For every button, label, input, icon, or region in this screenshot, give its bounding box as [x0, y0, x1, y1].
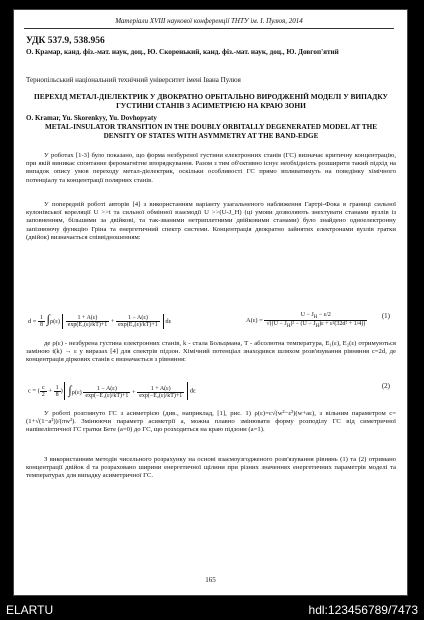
authors-en: O. Kramar, Yu. Skorenkyy, Yu. Dovhopyaty — [26, 114, 157, 122]
paragraph-intro: У роботах [1-3] було показано, що форма незбуреної густини електронних станів (ГС) визначає критичну концентрацію, при якій виникає спонтанне феромагнітне впорядкування. Разом з тим об'єктивно існує необхідність розширити такий підхід на випадок опису умов переходу метал-діелектрик, оскільки особливості ГС прямо впливатимуть на поведінку хімічного потенціалу та концентрації полярних станів. — [26, 152, 396, 184]
equation-1: d = $\frac{1}{8}$ ∫ρ(ε) $\frac{1 + A(\varepsilon)}{\text{exp(E₁(ε)/kT)+1}}$ + $\frac{1 - A(\varepsilon)}{\text{exp(E₂(ε)/kT)+1}}$ dε A(ε) = $\frac{U - J_H - \varepsilon/2}{√((U - J_H)^2 - (U - J_H)\varepsilon + \varepsilon^2(32d^2 + 1/4))}$ (1) — [28, 312, 390, 330]
paragraph-results: З використанням методів чисельного розрахунку на основі взаємоузгодженого розв'язування рівнянь (1) та (2) отримано концентрації двійок d та розраховано ширини енергетичної щілини при різних значеннях енергетичних параметрів моделі та температурах для випадку асиметричної ГС. — [26, 456, 396, 480]
footer-bar — [0, 600, 424, 620]
document-page — [14, 10, 407, 595]
page-number: 165 — [205, 576, 216, 584]
udc-code: УДК 537.9, 538.956 — [26, 36, 105, 46]
authors-ua: О. Крамар, канд. фіз.-мат. наук, доц., Ю. Скоренький, канд. фіз.-мат. наук, доц., Ю. Довгоп'ятий — [26, 48, 339, 56]
repository-name: ELARTU — [6, 603, 54, 617]
equation-1-number: (1) — [381, 312, 390, 320]
title-en: METAL-INSULATOR TRANSITION IN THE DOUBLY ORBITALLY DEGENERATED MODEL AT THE DENSITY OF STATES WITH ASYMMETRY AT THE BAND-EDGE — [44, 123, 378, 140]
paragraph-method: У попередній роботі авторів [4] з використанням варіанту узагальненого наближення Гартрі-Фока в границі сильної кулонівської кореляції U >>t та сильної обмінної взаємодії U >>(U-J_H) (ці умови дозволяють знехтувати станами вузлів із заповненням, більшими за двійкові, та так-званими нетриплетними двійковими станами) було знайдено одноелектронну запізнюючу функцію Гріна та енергетичний спектр системи. Концентрація двократно зайнятих електронами вузлів гратки (двійок) визначається співвідношенням: — [26, 201, 396, 241]
paragraph-asymmetry: У роботі розглянуто ГС з асиметрією (див., наприклад, [1], рис. 1) ρ(ε)=c√(w²−ε²)(w+aε), з вільним параметром c=(1+√(1−a²))/(πw²). Змінюючи параметр асиметрії a, можна плавно змінювати форму розподілу ГС від симетричної напівеліптичної ГС гратки Бете (a=0) до ГС, що розходиться на краю підзони (a=1). — [26, 410, 396, 434]
paragraph-definitions: де ρ(ε) - незбурена густина електронних станів, k - стала Больцмана, T - абсолютна температура, E₁(ε), E₂(ε) отримуються заміною t(k) → ε у виразах [4] для спектрів підзон. Хімічний потенціал знаходився шляхом розв'язування рівняння c=2d, де концентрація діркових станів c визначається з рівняння: — [26, 340, 396, 364]
handle-id: hdl:123456789/7473 — [308, 603, 418, 617]
title-ua: ПЕРЕХІД МЕТАЛ-ДІЕЛЕКТРИК У ДВОКРАТНО ОРБІТАЛЬНО ВИРОДЖЕНІЙ МОДЕЛІ У ВИПАДКУ ГУСТИНИ СТАНІВ З АСИМЕТРІЄЮ НА КРАЮ ЗОНИ — [34, 92, 388, 110]
affiliation: Тернопільський національний технічний університет імені Івана Пулюя — [26, 76, 241, 84]
equation-2-number: (2) — [381, 382, 390, 390]
equation-2: c = ( $\frac{c}{2}$ + $\frac{1}{8}$ ) ∫ρ(ε) $\frac{1 - A(\varepsilon)}{\text{exp(−E₁(ε)/kT)+1}}$ + $\frac{1 + A(\varepsilon)}{\text{exp(−E₂(ε)/kT)+1}}$ dε (2) — [28, 382, 390, 400]
running-header: Матеріали XVIII наукової конференції ТНТУ ім. І. Пулюя, 2014 — [24, 17, 394, 29]
